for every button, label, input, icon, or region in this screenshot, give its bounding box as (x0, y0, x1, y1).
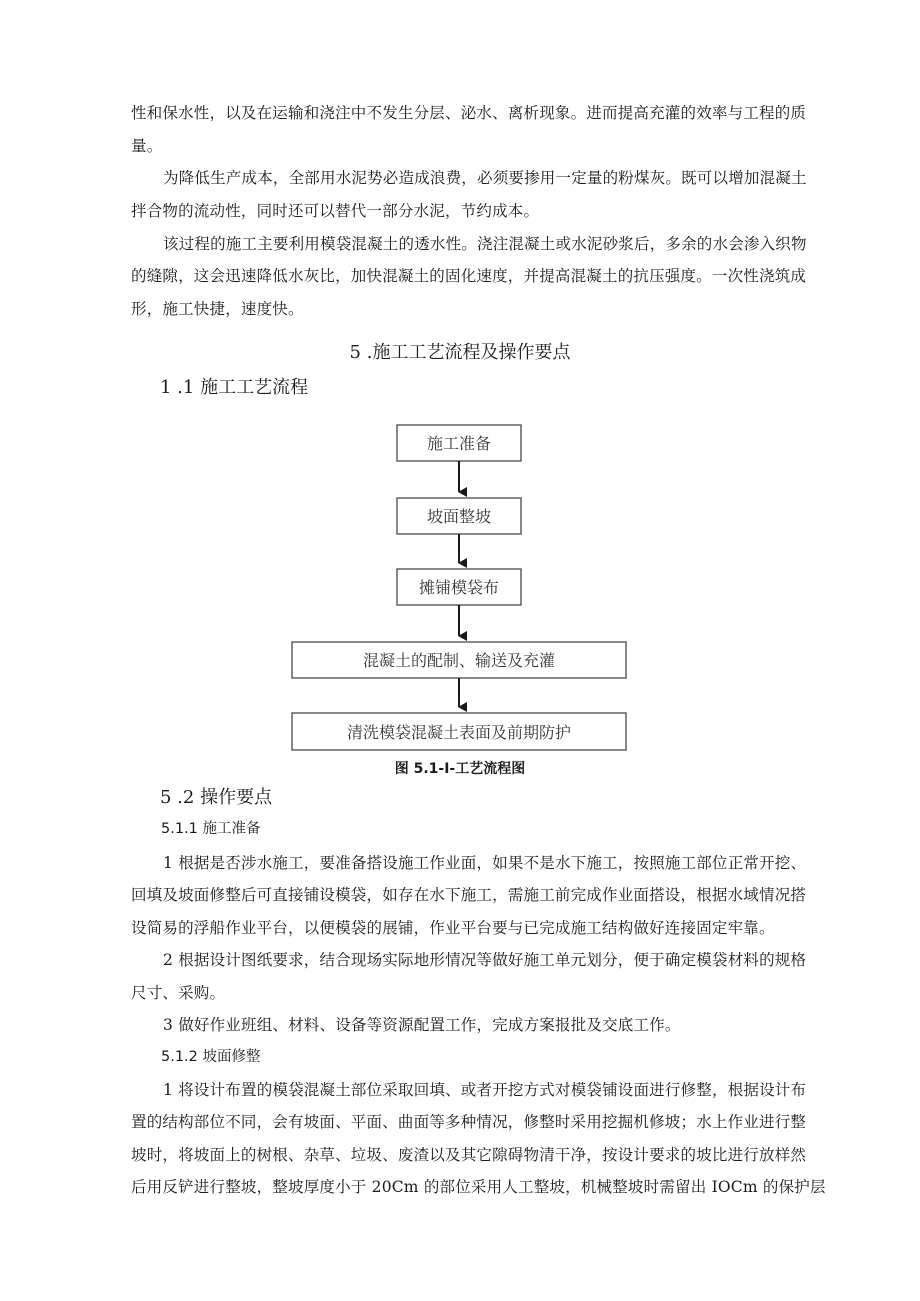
section-heading-5-1: 1 .1 施工工艺流程 (160, 377, 309, 398)
flow-step-1 (397, 425, 521, 461)
slope-item1-line2: 置的结构部位不同，会有坡面、平面、曲面等多种情况，修整时采用挖掘机修坡；水上作业进行整 (131, 1113, 807, 1131)
flow-step-5 (292, 713, 626, 750)
slope-item1-line3: 坡时，将坡面上的树根、杂草、垃圾、废渣以及其它隙碍物清干净，按设计要求的坡比进行放样然 (131, 1146, 807, 1164)
para2-line1: 为降低生产成本，全部用水泥势必造成浪费，必须要掺用一定量的粉煤灰。既可以增加混凝土 (163, 169, 807, 187)
para1-line2: 量。 (131, 137, 163, 155)
section-heading-5: 5 .施工工艺流程及操作要点 (349, 342, 571, 363)
prep-item1-line2: 回填及坡面修整后可直接铺设模袋，如存在水下施工，需施工前完成作业面搭设，根据水域情况搭 (131, 886, 807, 904)
flow-step-2 (397, 498, 521, 534)
flow-step-3 (397, 569, 521, 605)
para3-line1: 该过程的施工主要利用模袋混凝土的透水性。浇注混凝土或水泥砂浆后，多余的水会渗入织物 (163, 235, 807, 253)
subsection-heading-5-1-2: 5.1.2 坡面修整 (161, 1049, 261, 1065)
flow-step-5-label: 清洗模袋混凝土表面及前期防护 (346, 723, 572, 742)
flow-step-3-label: 摊铺模袋布 (418, 578, 500, 597)
prep-item1-line1: 1 根据是否涉水施工，要准备搭设施工作业面，如果不是水下施工，按照施工部位正常开挖、 (163, 854, 807, 872)
flow-step-1-label: 施工准备 (426, 434, 492, 453)
slope-item1-line1: 1 将设计布置的模袋混凝土部位采取回填、或者开挖方式对模袋铺设面进行修整，根据设计布 (163, 1081, 807, 1099)
prep-item2-line2: 尺寸、采购。 (131, 984, 226, 1002)
section-heading-5-2: 5 .2 操作要点 (160, 787, 273, 808)
figure-caption: 图 5.1-I-工艺流程图 (394, 761, 526, 777)
prep-item2-line1: 2 根据设计图纸要求，结合现场实际地形情况等做好施工单元划分，便于确定模袋材料的规格 (163, 951, 807, 969)
prep-item1-line3: 设简易的浮船作业平台，以便模袋的展铺，作业平台要与已完成施工结构做好连接固定牢靠。 (131, 919, 775, 937)
para1-line1: 性和保水性，以及在运输和浇注中不发生分层、泌水、离析现象。进而提高充灌的效率与工程的质 (131, 104, 807, 122)
prep-item3-line1: 3 做好作业班组、材料、设备等资源配置工作，完成方案报批及交底工作。 (163, 1016, 681, 1034)
slope-item1-line4: 后用反铲进行整坡，整坡厚度小于 20Cm 的部位采用人工整坡，机械整坡时需留出 IOCm 的保护层 (131, 1178, 826, 1196)
subsection-heading-5-1-1: 5.1.1 施工准备 (161, 821, 261, 837)
para3-line3: 形，施工快捷，速度快。 (131, 300, 304, 318)
flow-step-4 (292, 642, 626, 678)
flow-step-4-label: 混凝土的配制、输送及充灌 (362, 651, 556, 670)
flow-step-2-label: 坡面整坡 (426, 507, 492, 526)
para2-line2: 拌合物的流动性，同时还可以替代一部分水泥，节约成本。 (131, 202, 540, 220)
para3-line2: 的缝隙，这会迅速降低水灰比，加快混凝土的固化速度，并提高混凝土的抗压强度。一次性浇筑成 (131, 267, 807, 285)
